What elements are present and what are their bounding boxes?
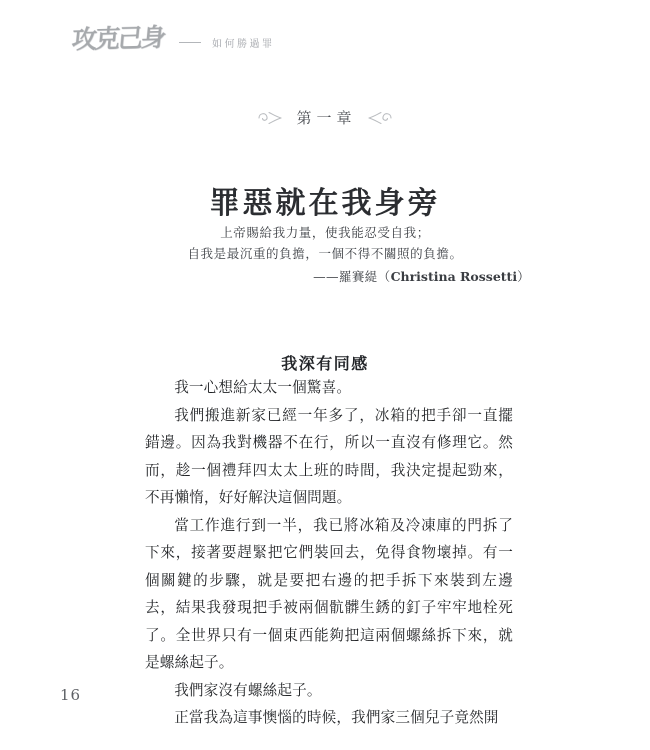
chapter-title: 罪惡就在我身旁 (209, 186, 441, 222)
chapter-marker (0, 107, 650, 128)
body-text (145, 374, 513, 732)
section-heading: 我深有同感 (281, 354, 369, 374)
header-rule (179, 42, 201, 43)
paragraph: 正當我為這事懊惱的時候，我們家三個兒子竟然開 (174, 709, 499, 726)
book-subtitle: 如何勝過罪 (212, 38, 275, 50)
paragraph: 我們家沒有螺絲起子。 (174, 681, 322, 699)
paragraph: 當工作進行到一半，我已將冰箱及冷凍庫的門拆了下來，接著要趕緊把它們裝回去，免得食物壞掉。有一個關鍵的步驟，就是要把右邊的把手拆下來裝到左邊去，結果我發現把手被兩個骯髒生銹的釘子牢牢地栓死了。全世界只有一個東西能夠把這兩個螺絲拆下來，就是螺絲起子。 (145, 516, 513, 671)
paragraph: 我一心想給太太一個驚喜。 (174, 379, 352, 396)
flourish-right-icon (367, 110, 393, 126)
chapter-label: 第一章 (296, 109, 357, 127)
attribution-name: 羅賽緹 (338, 269, 378, 284)
paragraph: 我們搬進新家已經一年多了，冰箱的把手卻一直擺錯邊。因為我對機器不在行，所以一直沒有修理它。然而，趁一個禮拜四太太上班的時間，我決定提起勁來，不再懶惰，好好解決這個問題。 (145, 406, 513, 506)
page-number: 16 (60, 686, 82, 704)
epigraph-line-2: 自我是最沉重的負擔，一個不得不關照的負擔。 (187, 246, 463, 261)
attribution-close-paren: ） (517, 269, 530, 284)
epigraph-block (120, 222, 530, 287)
book-title-logo: 攻克己身 (70, 22, 166, 54)
epigraph-line-1: 上帝賜給我力量，使我能忍受自我； (220, 225, 430, 240)
attribution-dash: —— (313, 269, 339, 284)
epigraph-attribution (120, 266, 530, 287)
attribution-open-paren: （ (377, 269, 391, 284)
flourish-left-icon (257, 110, 283, 126)
attribution-latin-name: Christina Rossetti (390, 269, 518, 284)
page-header (72, 12, 590, 64)
